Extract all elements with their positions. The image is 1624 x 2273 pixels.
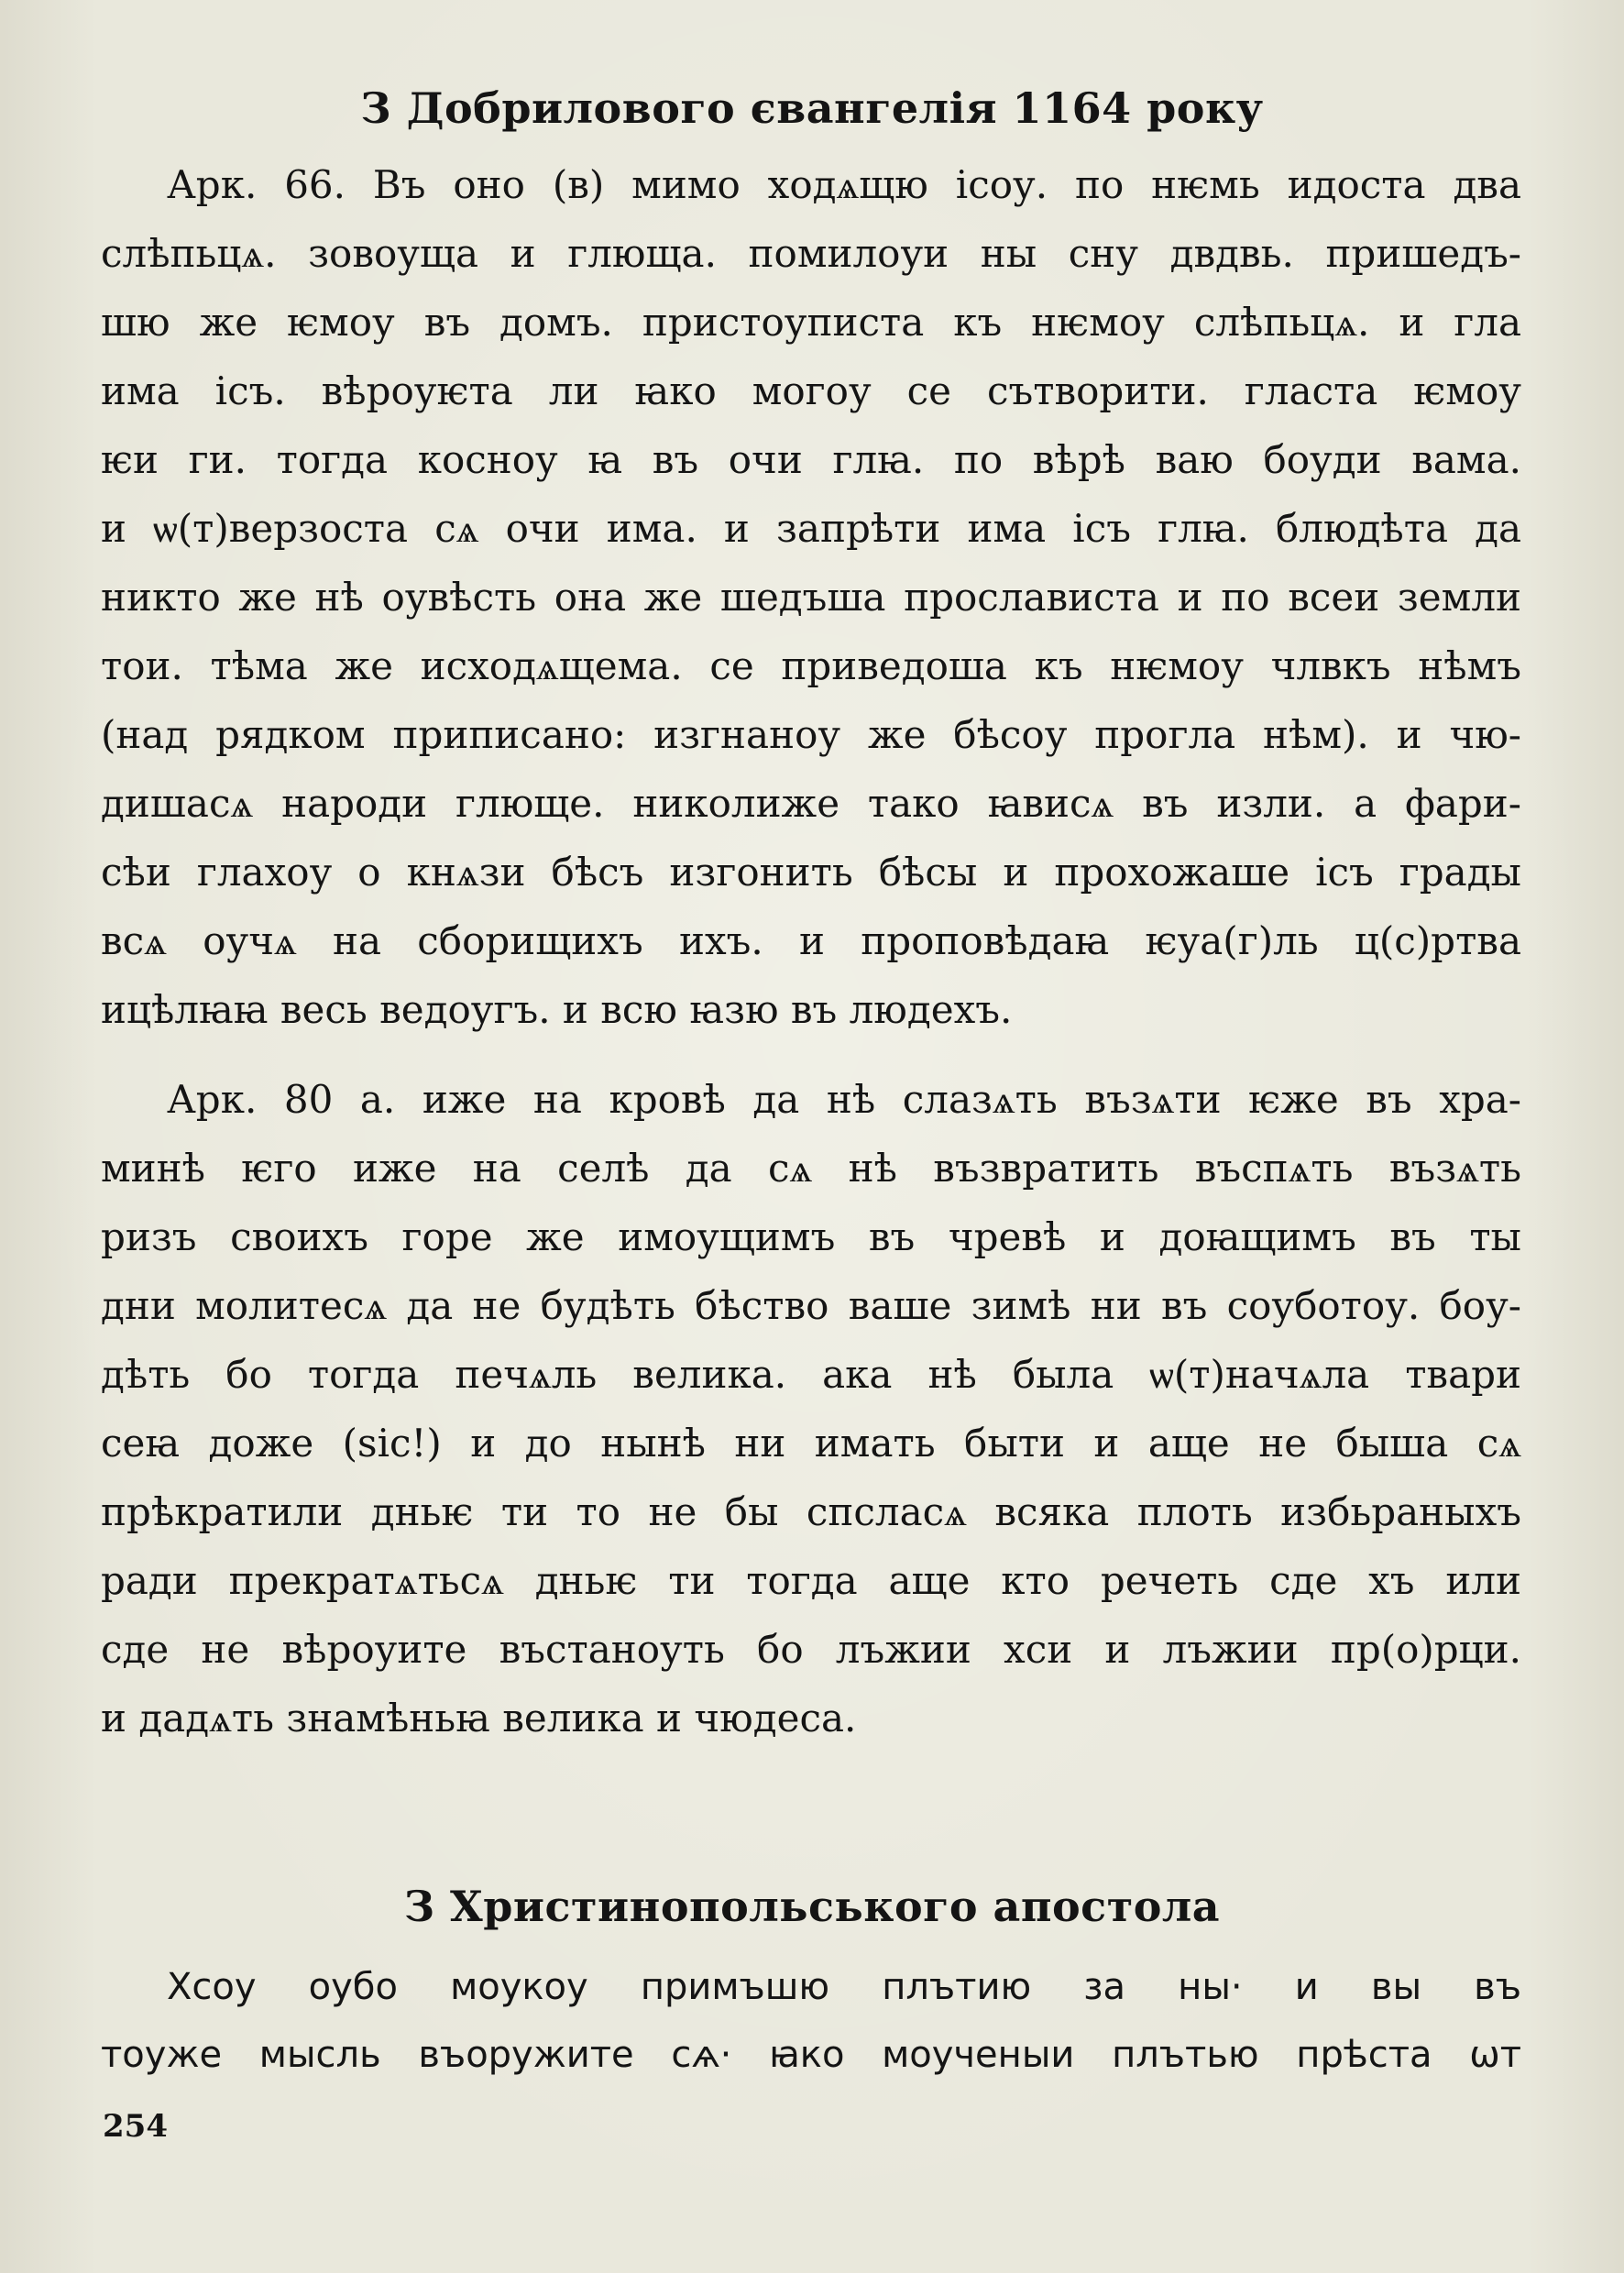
text-line: и ѡ(т)верзоста сѧ очи има. и запрѣти има ісъ глꙗ. блюдѣта да: [101, 506, 1521, 551]
text-line: (над рядком приписано: изгнаноу же бѣсоу прогла нѣм). и чю-: [101, 712, 1521, 757]
text-line: Хсоу оубо моукоу примъшю плътию за ны· и вы въ: [167, 1966, 1521, 2008]
text-line: дишасѧ народи глюще. николиже тако ꙗвисѧ въ изли. а фари-: [101, 781, 1521, 826]
section-heading-dobrylo-gospel: З Добрилового євангелія 1164 року: [360, 83, 1264, 133]
text-line: всѧ оучѧ на сборищихъ ихъ. и проповѣдаꙗ ѥуа(г)ль ц(с)ртва: [101, 918, 1521, 963]
section-heading-khrystynopol-apostol: З Христинопольського апостола: [403, 1882, 1221, 1931]
text-line: Арк. 80 а. иже на кровѣ да нѣ слазѧть възѧти ѥже въ хра-: [167, 1077, 1521, 1122]
text-line: ѥи ги. тогда косноу ꙗ въ очи глꙗ. по вѣрѣ ваю боуди вама.: [101, 437, 1521, 482]
text-line: никто же нѣ оувѣсть она же шедъша прослависта и по всеи земли: [101, 575, 1521, 620]
text-line: тои. тѣма же исходѧщема. се приведоша къ нѥмоу члвкъ нѣмъ: [101, 643, 1521, 688]
text-line: сде не вѣроуите въстаноуть бо лъжии хси и лъжии пр(о)рци.: [101, 1627, 1521, 1672]
text-line: ризъ своихъ горе же имоущимъ въ чревѣ и доꙗщимъ въ ты: [101, 1214, 1521, 1259]
text-line: Арк. 66. Въ оно (в) мимо ходѧщю ісоу. по нѥмь идоста два: [167, 162, 1521, 207]
page-number: 254: [103, 2108, 168, 2145]
text-line: тоуже мысль въоружите сѧ· ꙗко моученыи плътью прѣста ѡт: [101, 2034, 1521, 2076]
text-line: и дадѧть знамѣньꙗ велика и чюдеса.: [101, 1696, 857, 1740]
text-line: прѣкратили дньѥ ти то не бы спсласѧ всяка плоть избьраныхъ: [101, 1489, 1521, 1534]
text-line: слѣпьцѧ. зовоуща и глюща. помилоуи ны сну двдвь. пришедъ-: [101, 231, 1521, 276]
text-line: минѣ ѥго иже на селѣ да сѧ нѣ възвратить въспѧть възѧть: [101, 1146, 1521, 1191]
text-line: ради прекратѧтьсѧ дньѥ ти тогда аще кто речеть сде хъ или: [101, 1558, 1521, 1603]
text-line: дни молитесѧ да не будѣть бѣство ваше зимѣ ни въ соуботоу. боу-: [101, 1283, 1521, 1328]
text-line: сеꙗ доже (sic!) и до нынѣ ни имать быти и аще не быша сѧ: [101, 1421, 1521, 1466]
text-line: сѣи глахоу о кнѧзи бѣсъ изгонить бѣсы и прохожаше ісъ грады: [101, 850, 1521, 895]
text-line: ицѣлꙗꙗ весь ведоугъ. и всю ꙗзю въ людехъ.: [101, 987, 1013, 1032]
text-line: дѣть бо тогда печѧль велика. ака нѣ была ѡ(т)начѧла твари: [101, 1352, 1521, 1397]
text-line: има ісъ. вѣроуѥта ли ꙗко могоу се сътворити. гласта ѥмоу: [101, 368, 1521, 413]
text-line: шю же ѥмоу въ домъ. пристоуписта къ нѥмоу слѣпьцѧ. и гла: [101, 300, 1521, 345]
